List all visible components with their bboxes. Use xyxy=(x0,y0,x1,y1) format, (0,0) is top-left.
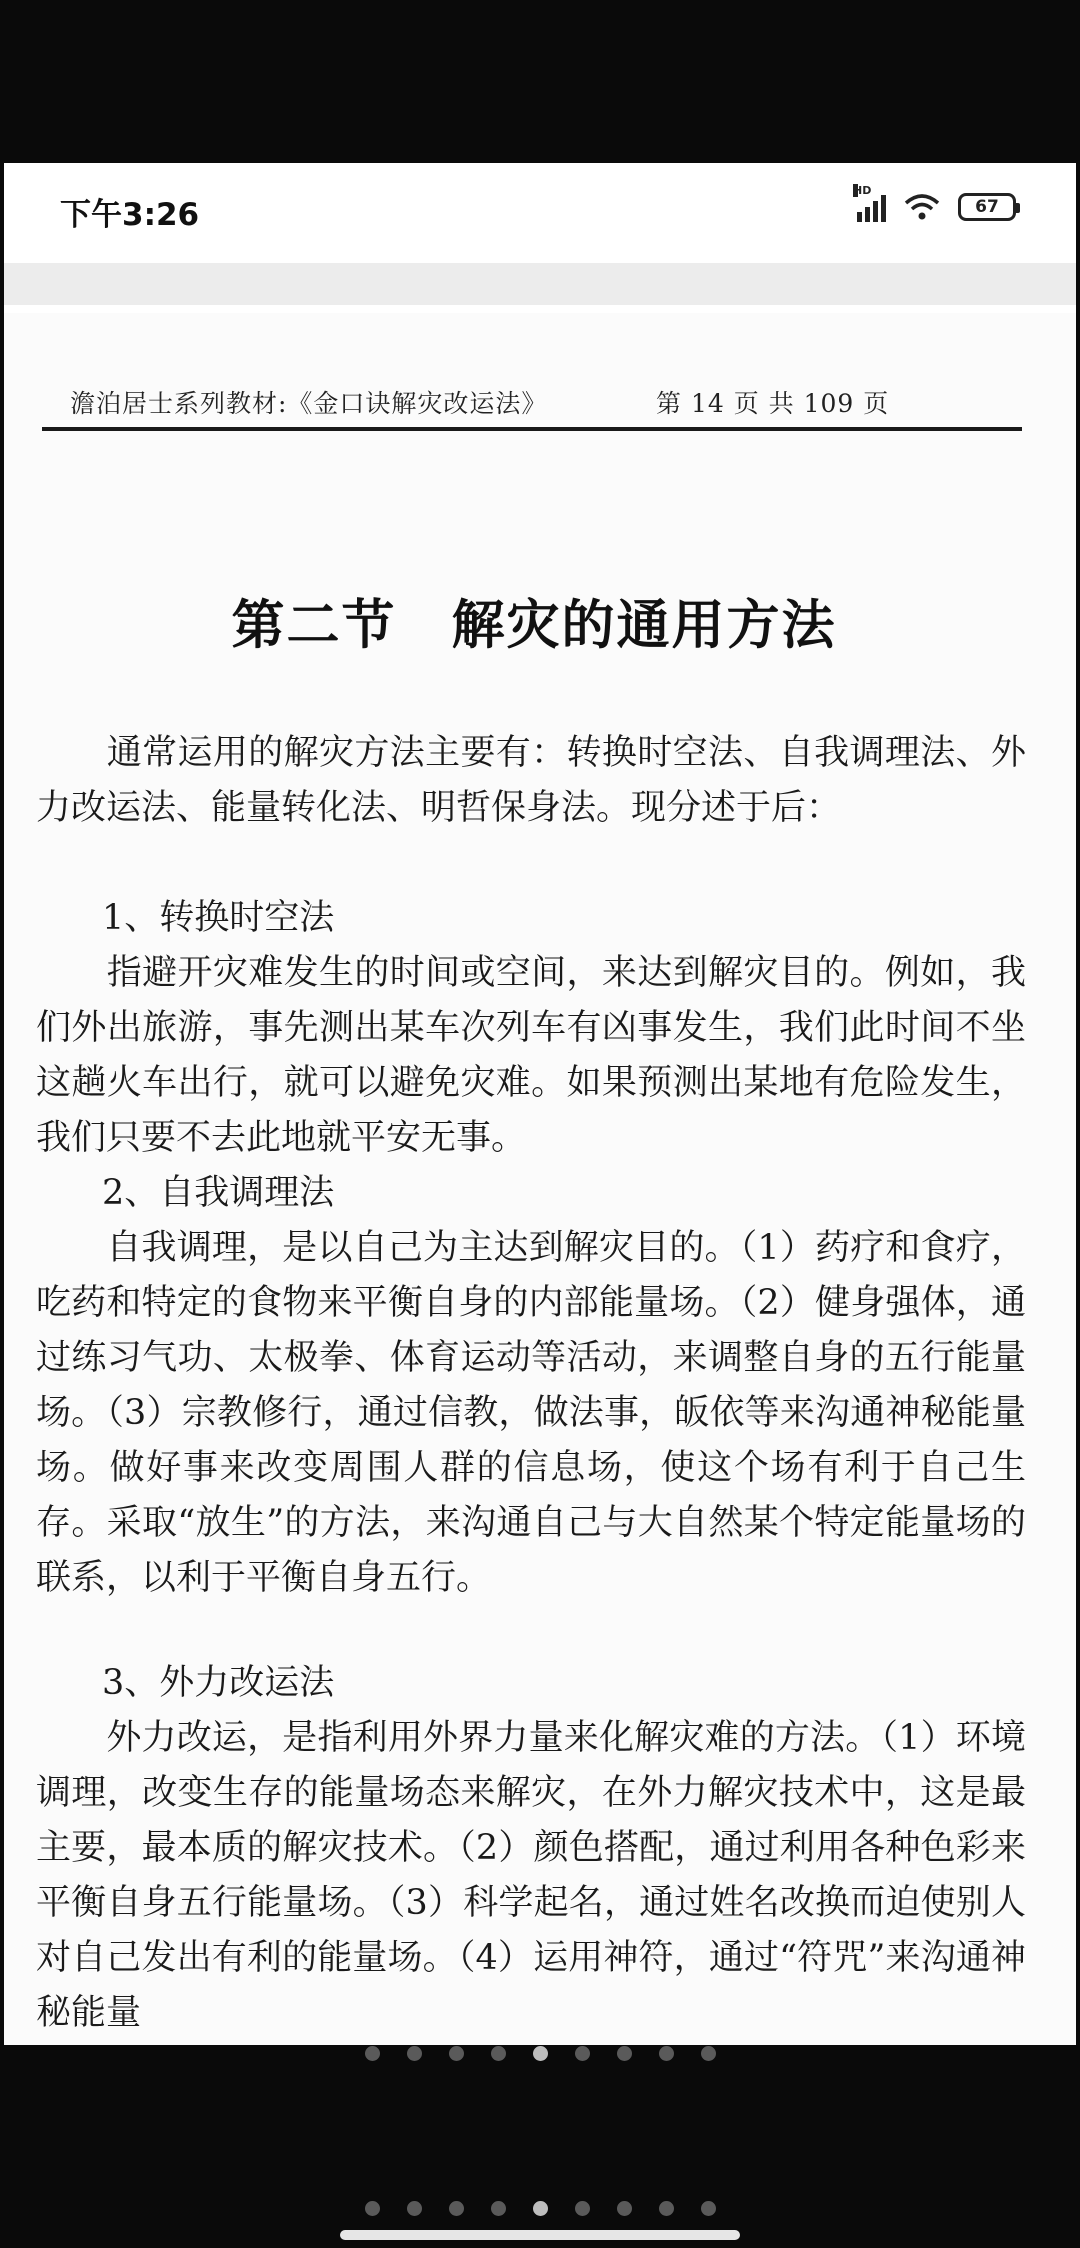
paragraph-time-space: 指避开灾难发生的时间或空间，来达到解灾目的。例如，我们外出旅游，事先测出某车次列车有凶事发生，我们此时间不坐这趟火车出行，就可以避免灾难。如果预测出某地有危险发生，我们只要不去此地就平安无事。 xyxy=(36,953,1026,1158)
header-page-number: 第 14 页 共 109 页 xyxy=(656,389,890,418)
header-series-title: 澹泊居士系列教材:《金口诀解灾改运法》 xyxy=(70,389,548,418)
page-dot[interactable] xyxy=(617,2046,632,2061)
page-dot[interactable] xyxy=(491,2201,506,2216)
page-dot[interactable] xyxy=(659,2046,674,2061)
page-dot[interactable] xyxy=(575,2046,590,2061)
heading-external-force: 3、外力改运法 xyxy=(102,1663,335,1703)
paragraph-external-force: 外力改运，是指利用外界力量来化解灾难的方法。（1）环境调理，改变生存的能量场态来解灾，在外力解灾技术中，这是最主要，最本质的解灾技术。（2）颜色搭配，通过利用各种色彩来平衡自身五行能量场。（3）科学起名，通过姓名改换而迫使别人对自己发出有利的能量场。（4）运用神符，通过“符咒”来沟通神秘能量 xyxy=(36,1718,1026,2033)
page-dot[interactable] xyxy=(533,2046,548,2061)
page-dot[interactable] xyxy=(365,2046,380,2061)
page-dot[interactable] xyxy=(659,2201,674,2216)
page-dot[interactable] xyxy=(407,2201,422,2216)
page-dot[interactable] xyxy=(449,2046,464,2061)
header-rule xyxy=(42,427,1022,431)
status-bar xyxy=(4,163,1076,251)
document-running-header xyxy=(70,384,950,420)
viewer-toolbar-strip xyxy=(4,263,1076,305)
page-dot[interactable] xyxy=(407,2046,422,2061)
intro-paragraph: 通常运用的解灾方法主要有：转换时空法、自我调理法、外力改运法、能量转化法、明哲保身法。现分述于后： xyxy=(36,733,1026,828)
page-dot[interactable] xyxy=(701,2046,716,2061)
page-dot[interactable] xyxy=(575,2201,590,2216)
status-icons xyxy=(853,184,1016,227)
battery-level: 67 xyxy=(975,197,999,217)
page-indicator[interactable] xyxy=(0,2046,1080,2070)
home-indicator[interactable] xyxy=(340,2230,740,2240)
page-dot[interactable] xyxy=(533,2201,548,2216)
page-dot[interactable] xyxy=(449,2201,464,2216)
phone-screen xyxy=(4,163,1076,2045)
heading-time-space: 1、转换时空法 xyxy=(102,898,335,938)
status-time: 下午3:26 xyxy=(60,197,200,233)
section-title: 第二节 解灾的通用方法 xyxy=(231,594,837,656)
wifi-icon xyxy=(904,193,940,221)
page-dot[interactable] xyxy=(701,2201,716,2216)
network-type-label: HD xyxy=(853,184,872,197)
page-indicator-secondary[interactable] xyxy=(0,2201,1080,2225)
page-dot[interactable] xyxy=(491,2046,506,2061)
page-dot[interactable] xyxy=(617,2201,632,2216)
paragraph-self-adjust: 自我调理，是以自己为主达到解灾目的。（1）药疗和食疗，吃药和特定的食物来平衡自身的内部能量场。（2）健身强体，通过练习气功、太极拳、体育运动等活动，来调整自身的五行能量场。（3）宗教修行，通过信教，做法事，皈依等来沟通神秘能量场。做好事来改变周围人群的信息场，使这个场有利于自己生存。采取“放生”的方法，来沟通自己与大自然某个特定能量场的联系，以利于平衡自身五行。 xyxy=(36,1228,1026,1598)
heading-self-adjust: 2、自我调理法 xyxy=(102,1173,335,1213)
battery-icon xyxy=(958,193,1016,221)
signal-icon xyxy=(853,184,886,222)
page-dot[interactable] xyxy=(365,2201,380,2216)
